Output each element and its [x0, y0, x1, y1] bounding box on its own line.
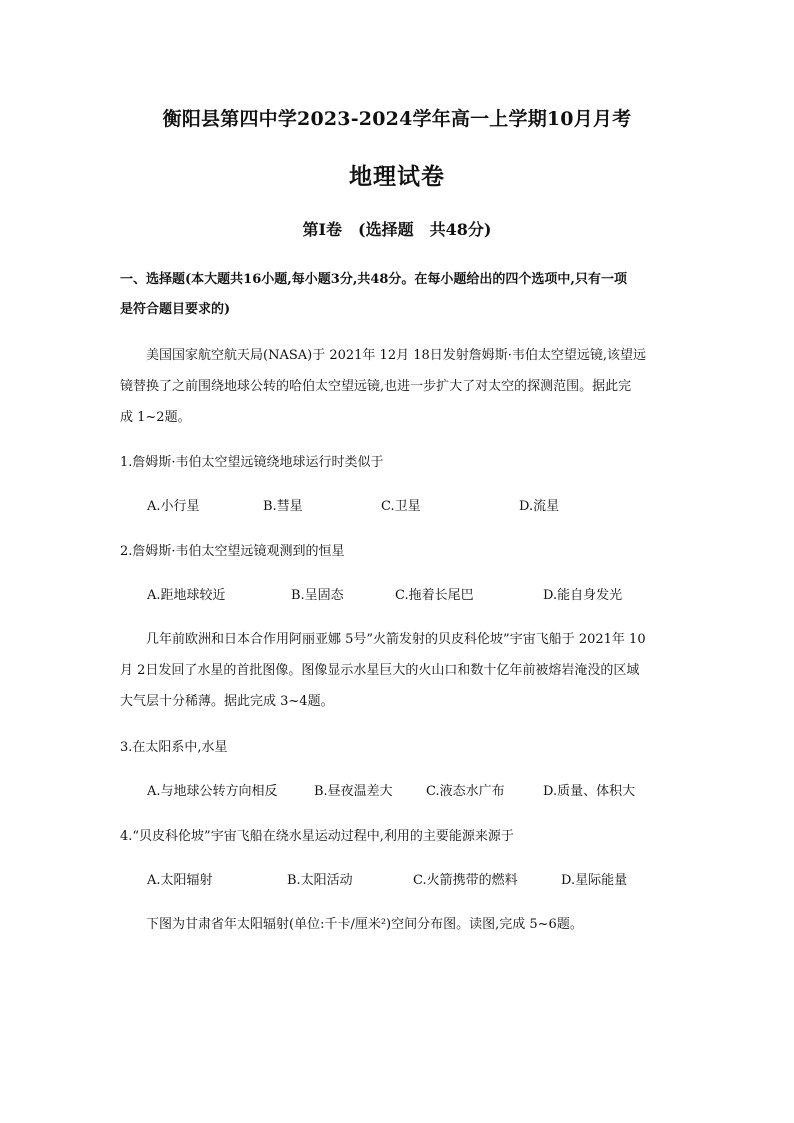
exam-subject-title: 地理试卷 — [349, 163, 445, 190]
question-1-option-c: C.卫星 — [381, 499, 421, 514]
passage-2-line-3: 大气层十分稀薄。据此完成 3~4题。 — [120, 694, 334, 709]
section-instructions-line-1: 一、选择题(本大题共16小题,每小题3分,共48分。在每小题给出的四个选项中,只有一项 — [120, 272, 627, 287]
question-3-option-d: D.质量、体积大 — [543, 784, 636, 799]
passage-1-line-3: 成 1~2题。 — [120, 410, 191, 425]
question-3-option-a: A.与地球公转方向相反 — [147, 784, 278, 799]
volume-heading: 第Ⅰ卷 (选择题 共48分) — [302, 220, 492, 239]
question-2-stem: 2.詹姆斯·韦伯太空望远镜观测到的恒星 — [120, 544, 345, 559]
passage-3-line-1: 下图为甘肃省年太阳辐射(单位:千卡/厘米²)空间分布图。读图,完成 5~6题。 — [120, 917, 583, 932]
question-3-option-b: B.昼夜温差大 — [314, 784, 393, 799]
section-instructions-line-2: 是符合题目要求的) — [120, 302, 231, 317]
passage-2-line-2: 月 2日发回了水星的首批图像。图像显示水星巨大的火山口和数十亿年前被熔岩淹没的区域 — [120, 663, 640, 678]
question-1-option-a: A.小行星 — [147, 499, 200, 514]
question-4-option-c: C.火箭携带的燃料 — [413, 873, 518, 888]
question-4-option-b: B.太阳活动 — [287, 873, 353, 888]
question-2-option-d: D.能自身发光 — [543, 588, 623, 603]
question-4-option-a: A.太阳辐射 — [147, 873, 213, 888]
passage-2-line-1: 几年前欧洲和日本合作用阿丽亚娜 5号”火箭发射的贝皮科伦坡”宇宙飞船于 2021年 10 — [120, 632, 646, 647]
question-4-stem: 4.“贝皮科伦坡”宇宙飞船在绕水星运动过程中,利用的主要能源来源于 — [120, 829, 514, 844]
question-1-stem: 1.詹姆斯·韦伯太空望远镜绕地球运行时类似于 — [120, 455, 384, 470]
question-2-option-c: C.拖着长尾巴 — [395, 588, 474, 603]
question-4-option-d: D.星际能量 — [561, 873, 628, 888]
question-2-option-a: A.距地球较近 — [147, 588, 226, 603]
question-3-option-c: C.液态水广布 — [426, 784, 505, 799]
question-3-stem: 3.在太阳系中,水星 — [120, 740, 228, 755]
passage-1-line-1: 美国国家航空航天局(NASA)于 2021年 12月 18日发射詹姆斯·韦伯太空望远镜,该望远 — [120, 348, 647, 363]
exam-school-title: 衡阳县第四中学2023-2024学年高一上学期10月月考 — [162, 108, 632, 130]
question-1-option-d: D.流星 — [519, 499, 560, 514]
question-1-option-b: B.彗星 — [263, 499, 303, 514]
passage-1-line-2: 镜替换了之前围绕地球公转的哈伯太空望远镜,也进一步扩大了对太空的探测范围。据此完 — [120, 379, 632, 394]
question-2-option-b: B.呈固态 — [291, 588, 344, 603]
